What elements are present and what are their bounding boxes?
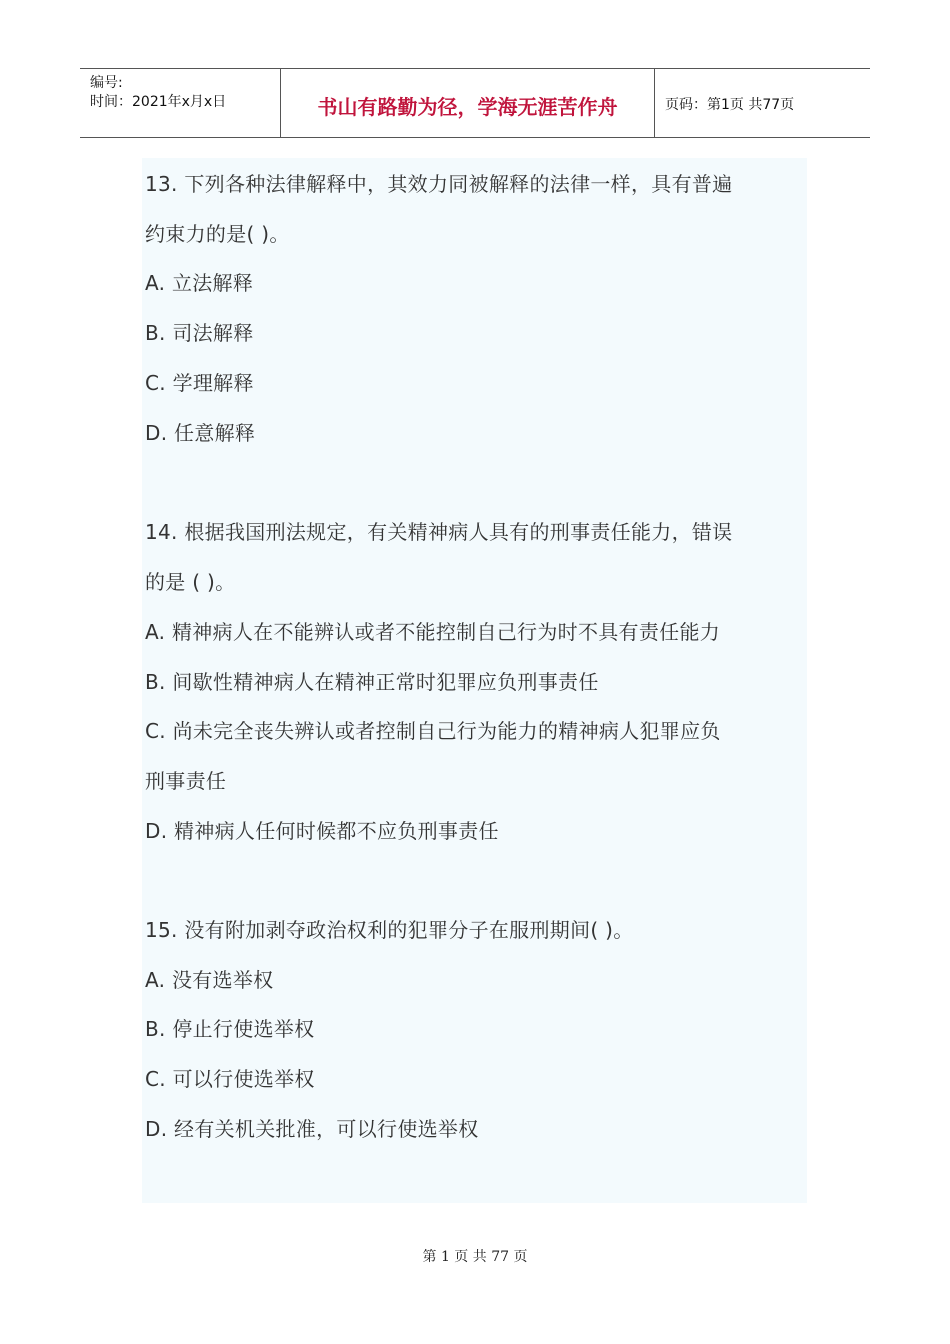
question-14-option-c: C. 尚未完全丧失辨认或者控制自己行为能力的精神病人犯罪应负 <box>145 719 721 743</box>
page-header <box>80 68 870 138</box>
question-13-option-b: B. 司法解释 <box>145 321 254 345</box>
question-15-option-c: C. 可以行使选举权 <box>145 1067 315 1091</box>
question-13-stem-cont: 约束力的是( )。 <box>145 222 290 246</box>
question-13-stem: 13. 下列各种法律解释中，其效力同被解释的法律一样，具有普遍 <box>145 172 733 196</box>
question-15-option-b: B. 停止行使选举权 <box>145 1017 315 1041</box>
header-motto-cell <box>281 69 655 137</box>
header-page-cell <box>655 69 870 137</box>
question-15-option-d: D. 经有关机关批准，可以行使选举权 <box>145 1117 479 1141</box>
question-14-option-b: B. 间歇性精神病人在精神正常时犯罪应负刑事责任 <box>145 670 599 694</box>
question-13-option-c: C. 学理解释 <box>145 371 254 395</box>
time-label: 时间：2021年x月x日 <box>90 94 227 110</box>
question-content <box>142 158 807 1203</box>
header-meta-cell <box>80 69 281 137</box>
question-13-option-d: D. 任意解释 <box>145 421 256 445</box>
question-15-option-a: A. 没有选举权 <box>145 968 274 992</box>
question-14-option-c-cont: 刑事责任 <box>145 769 227 793</box>
number-label: 编号: <box>90 75 123 91</box>
question-14-stem-cont: 的是 ( )。 <box>145 570 236 594</box>
question-15-stem: 15. 没有附加剥夺政治权利的犯罪分子在服刑期间( )。 <box>145 918 634 942</box>
question-14-stem: 14. 根据我国刑法规定，有关精神病人具有的刑事责任能力，错误 <box>145 520 733 544</box>
page-footer: 第 1 页 共 77 页 <box>422 1249 528 1265</box>
motto: 书山有路勤为径，学海无涯苦作舟 <box>317 95 618 119</box>
question-13-option-a: A. 立法解释 <box>145 271 254 295</box>
question-14-option-d: D. 精神病人任何时候都不应负刑事责任 <box>145 819 499 843</box>
page-info: 页码：第1页 共77页 <box>665 97 795 113</box>
question-14-option-a: A. 精神病人在不能辨认或者不能控制自己行为时不具有责任能力 <box>145 620 721 644</box>
